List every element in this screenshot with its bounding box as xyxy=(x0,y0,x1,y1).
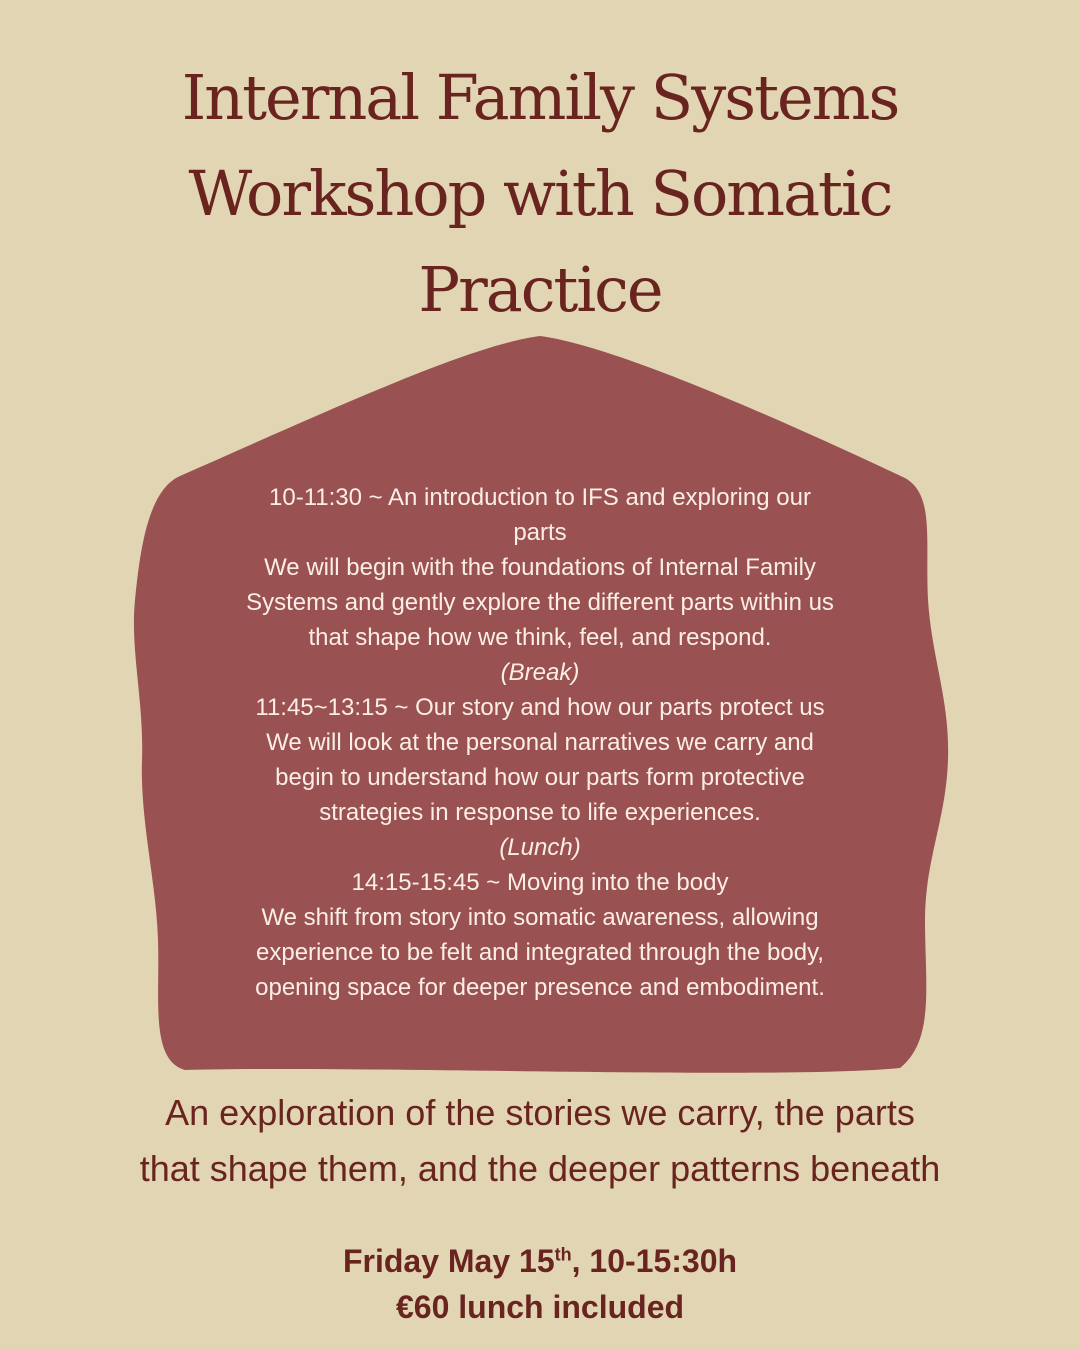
schedule-session-1-title: 10-11:30 ~ An introduction to IFS and exploring our xyxy=(269,484,811,511)
schedule-session-2-description: strategies in response to life experiences. xyxy=(319,799,761,826)
schedule-block xyxy=(200,480,880,1005)
event-price: €60 lunch included xyxy=(395,1289,685,1325)
schedule-session-1-title: parts xyxy=(513,519,567,546)
event-info xyxy=(0,1238,1080,1330)
title-line: Workshop with Somatic xyxy=(188,157,892,230)
schedule-session-1-description: We will begin with the foundations of Internal Family xyxy=(264,554,816,581)
schedule-session-2-title: 11:45~13:15 ~ Our story and how our parts protect us xyxy=(255,694,825,721)
tagline-line: An exploration of the stories we carry, the parts xyxy=(165,1092,915,1133)
schedule-session-1-description: that shape how we think, feel, and respond. xyxy=(308,624,772,651)
schedule-session-3-description: experience to be felt and integrated through the body, xyxy=(256,939,824,966)
event-date-ordinal: th xyxy=(554,1244,572,1265)
schedule-session-2-description: We will look at the personal narratives we carry and xyxy=(266,729,814,756)
schedule-session-2-description: begin to understand how our parts form protective xyxy=(275,764,805,791)
tagline-line: that shape them, and the deeper patterns beneath xyxy=(139,1148,941,1189)
event-date-day: Friday May 15 xyxy=(342,1243,555,1279)
schedule-session-3-description: We shift from story into somatic awareness, allowing xyxy=(261,904,819,931)
schedule-lunch: (Lunch) xyxy=(499,834,581,861)
schedule-session-1-description: Systems and gently explore the different parts within us xyxy=(246,589,834,616)
event-date-time: , 10-15:30h xyxy=(571,1243,738,1279)
schedule-break: (Break) xyxy=(500,659,580,686)
schedule-session-3-title: 14:15-15:45 ~ Moving into the body xyxy=(351,869,729,896)
title-line: Practice xyxy=(418,253,662,326)
event-date xyxy=(0,1238,1080,1284)
schedule-session-3-description: opening space for deeper presence and embodiment. xyxy=(255,974,825,1001)
title-line: Internal Family Systems xyxy=(181,61,899,134)
tagline xyxy=(40,1085,1040,1197)
